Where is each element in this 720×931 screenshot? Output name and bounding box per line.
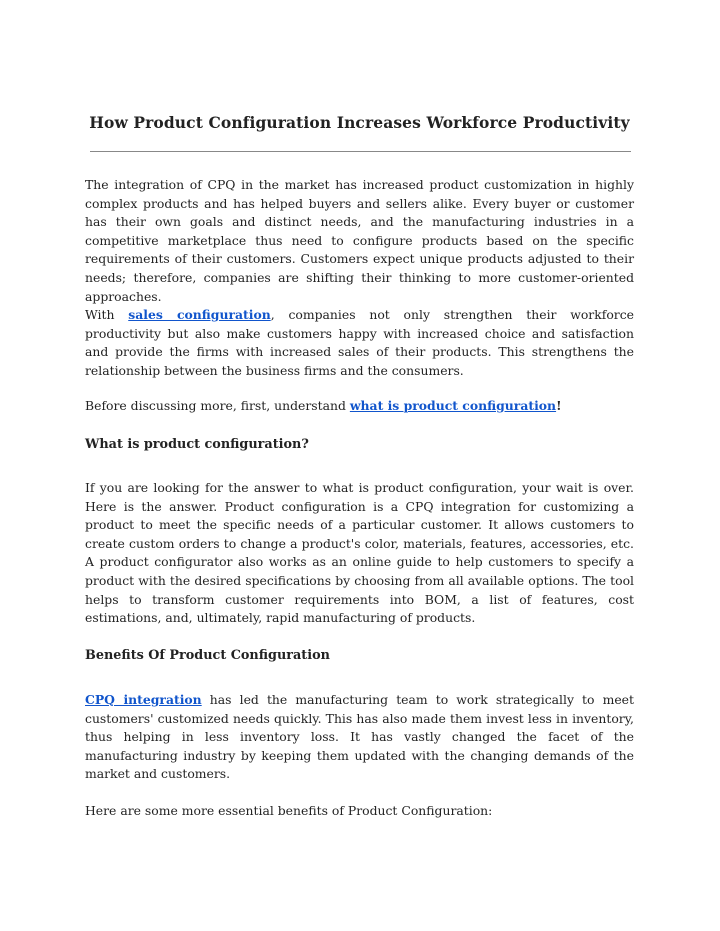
what-is-product-configuration-link[interactable]: what is product configuration xyxy=(349,398,557,413)
intro-paragraph: The integration of CPQ in the market has increased product customization in highly complex products and has helped buyers and sellers alike. Every buyer or customer has their own goals and distinct needs, and the manufacturing industries in a competitive marketplace thus need to configure products based on the specific requirements of their customers. Customers expect unique products adjusted to their needs; therefore, companies are shifting their thinking to more customer-oriented approaches. xyxy=(85,177,634,304)
paragraph-text: , companies not only strengthen their workforce productivity but also make customers happy with increased choice and satisfaction and provide the firms with increased sales of their products. This strengthens the relationship between the business firms and the consumers. xyxy=(85,307,634,378)
sales-configuration-link[interactable]: sales configuration xyxy=(128,307,271,322)
sales-configuration-paragraph xyxy=(85,306,634,380)
paragraph-text: With xyxy=(85,307,129,322)
definition-paragraph: If you are looking for the answer to what is product configuration, your wait is over. Here is the answer. Product configuration is a CPQ integration for customizing a product to meet the specific needs of a particular customer. It allows customers to create custom orders to change a product's color, materials, features, accessories, etc. A product configurator also works as an online guide to help customers to specify a product with the desired specifications by choosing from all available options. The tool helps to transform customer requirements into BOM, a list of features, cost estimations, and, ultimately, rapid manufacturing of products. xyxy=(85,480,634,626)
page-title: How Product Configuration Increases Workforce Productivity xyxy=(89,113,630,132)
paragraph-text: Before discussing more, first, understand xyxy=(85,398,350,413)
paragraph-text: ! xyxy=(556,398,562,413)
paragraph-text: has led the manufacturing team to work strategically to meet customers' customized needs quickly. This has also made them invest less in inventory, thus helping in less inventory loss. It has vastly changed the facet of the manufacturing industry by keeping them updated with the changing demands of the market and customers. xyxy=(85,692,634,782)
title-divider xyxy=(90,151,631,152)
section-heading-what-is: What is product configuration? xyxy=(85,437,309,452)
understand-paragraph xyxy=(85,397,634,416)
benefits-intro-paragraph: Here are some more essential benefits of Product Configuration: xyxy=(85,803,493,818)
cpq-integration-link[interactable]: CPQ integration xyxy=(85,692,202,707)
section-heading-benefits: Benefits Of Product Configuration xyxy=(85,648,330,663)
cpq-integration-paragraph xyxy=(85,691,634,784)
